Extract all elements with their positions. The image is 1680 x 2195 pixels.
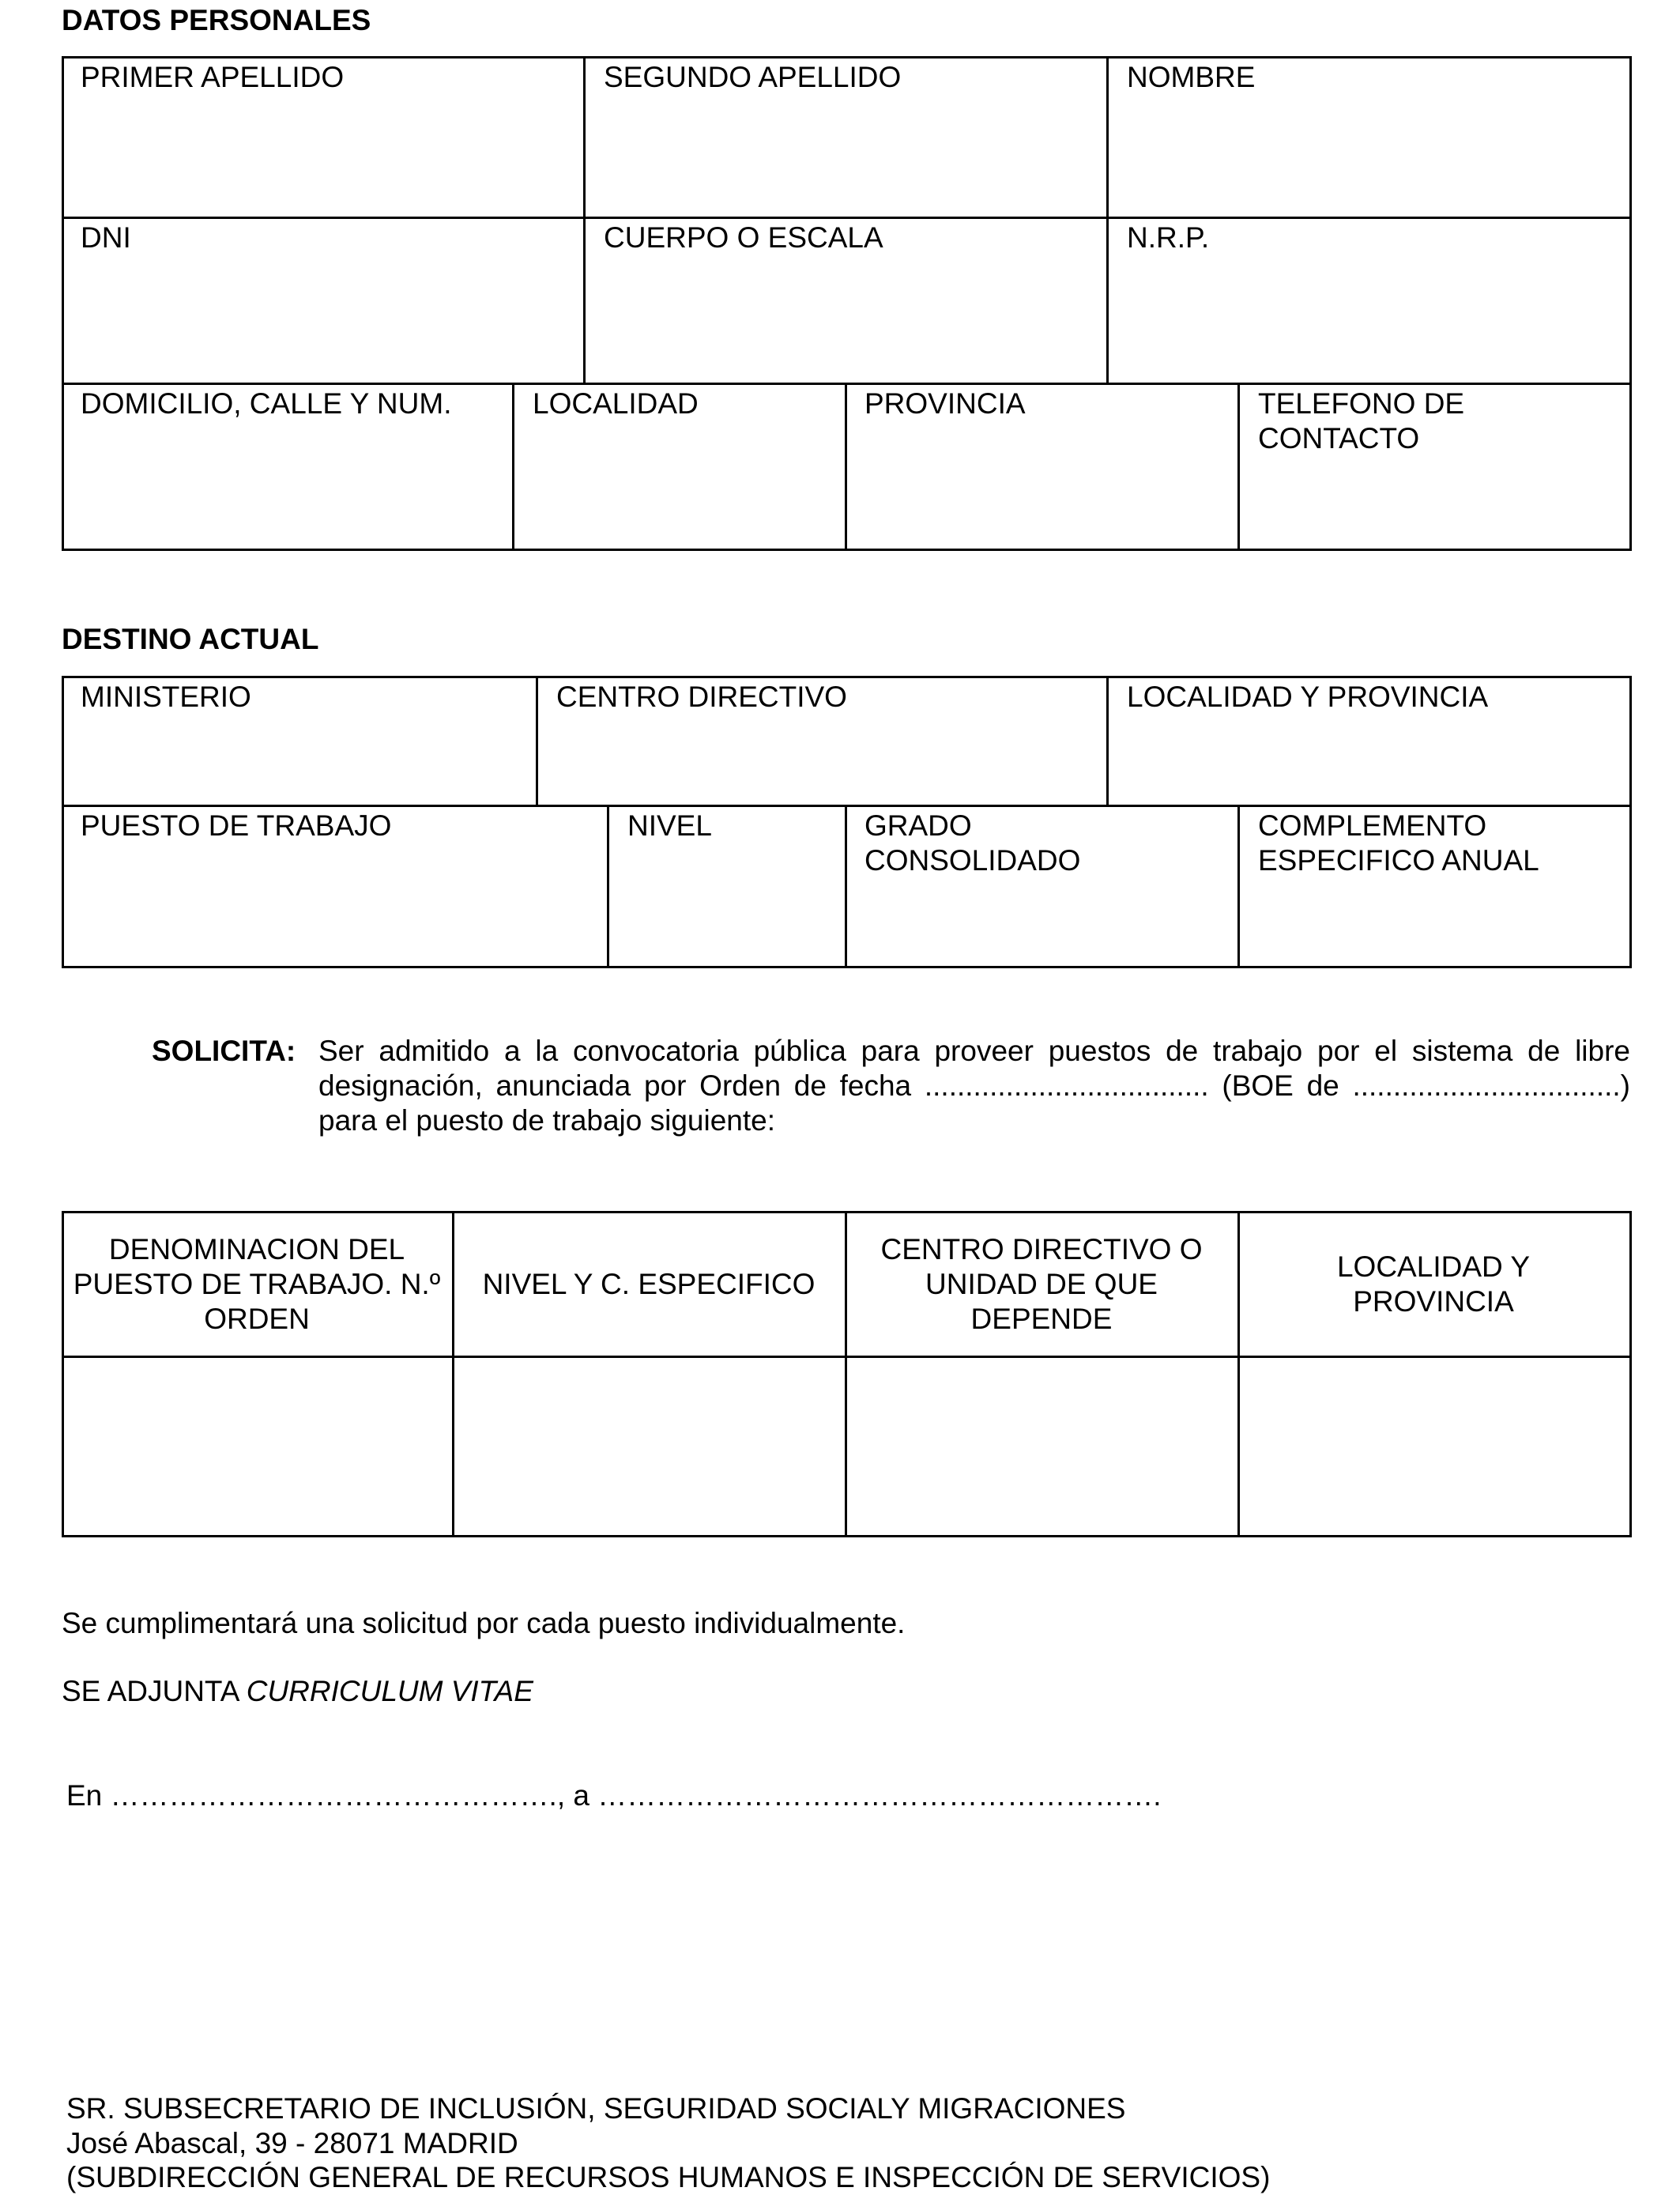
segundo-apellido-field[interactable]: SEGUNDO APELLIDO xyxy=(604,61,902,93)
domicilio-field[interactable]: DOMICILIO, CALLE Y NUM. xyxy=(81,387,452,420)
col-divider xyxy=(1106,676,1109,807)
col-divider xyxy=(607,805,609,968)
input-centro-directivo[interactable] xyxy=(847,1358,1237,1535)
header-centro-directivo: CENTRO DIRECTIVO O UNIDAD DE QUE DEPENDE xyxy=(880,1233,1203,1335)
grado-consolidado-field[interactable]: GRADO CONSOLIDADO xyxy=(864,809,1081,877)
solicita-label: SOLICITA: xyxy=(152,1035,296,1067)
ministerio-field[interactable]: MINISTERIO xyxy=(81,681,251,713)
input-localidad-provincia[interactable] xyxy=(1240,1358,1629,1535)
solicita-text: Ser admitido a la convocatoria pública para proveer puestos de trabajo por el sistema de libre designación, anunciada por Orden de fecha ................................... (BOE de .................................) para el puesto de trabajo siguiente: xyxy=(318,1035,1630,1137)
header-nivel: NIVEL Y C. ESPECIFICO xyxy=(482,1268,816,1300)
col-divider xyxy=(583,56,586,385)
col-divider xyxy=(536,676,538,807)
telefono-contacto-field[interactable]: TELEFONO DE CONTACTO xyxy=(1258,387,1465,454)
note-adjunta xyxy=(62,1674,533,1709)
localidad-field[interactable]: LOCALIDAD xyxy=(533,387,699,420)
nombre-field[interactable]: NOMBRE xyxy=(1127,61,1256,93)
input-nivel[interactable] xyxy=(454,1358,845,1535)
header-localidad-provincia: LOCALIDAD Y PROVINCIA xyxy=(1336,1250,1531,1318)
place-date-line[interactable]: En ………………………………………., a …………………………………………………. xyxy=(66,1779,1162,1812)
col-divider xyxy=(845,383,847,551)
address-line-1: SR. SUBSECRETARIO DE INCLUSIÓN, SEGURIDAD SOCIALY MIGRACIONES xyxy=(66,2092,1126,2125)
col-divider xyxy=(1237,383,1240,551)
input-denominacion[interactable] xyxy=(64,1358,452,1535)
nrp-field[interactable]: N.R.P. xyxy=(1127,221,1210,254)
localidad-provincia-field[interactable]: LOCALIDAD Y PROVINCIA xyxy=(1127,681,1489,713)
primer-apellido-field[interactable]: PRIMER APELLIDO xyxy=(81,61,345,93)
provincia-field[interactable]: PROVINCIA xyxy=(864,387,1026,420)
address-line-3: (SUBDIRECCIÓN GENERAL DE RECURSOS HUMANOS E INSPECCIÓN DE SERVICIOS) xyxy=(66,2161,1271,2193)
nivel-field[interactable]: NIVEL xyxy=(627,809,712,842)
note-one-per-post: Se cumplimentará una solicitud por cada puesto individualmente. xyxy=(62,1607,906,1639)
row-divider xyxy=(62,217,1632,219)
header-denominacion: DENOMINACION DEL PUESTO DE TRABAJO. N.º ORDEN xyxy=(73,1233,441,1335)
adjunta-prefix: SE ADJUNTA xyxy=(62,1675,247,1707)
col-divider xyxy=(845,805,847,968)
complemento-especifico-field[interactable]: COMPLEMENTO ESPECIFICO ANUAL xyxy=(1258,809,1539,877)
section-heading-datos-personales: DATOS PERSONALES xyxy=(62,4,371,36)
puesto-trabajo-field[interactable]: PUESTO DE TRABAJO xyxy=(81,809,392,842)
cuerpo-escala-field[interactable]: CUERPO O ESCALA xyxy=(604,221,883,254)
col-divider xyxy=(1106,56,1109,385)
section-heading-destino-actual: DESTINO ACTUAL xyxy=(62,623,319,655)
address-line-2: José Abascal, 39 - 28071 MADRID xyxy=(66,2127,518,2159)
dni-field[interactable]: DNI xyxy=(81,221,131,254)
adjunta-curriculum: CURRICULUM VITAE xyxy=(246,1675,533,1707)
col-divider xyxy=(512,383,514,551)
col-divider xyxy=(1237,805,1240,968)
centro-directivo-field[interactable]: CENTRO DIRECTIVO xyxy=(556,681,847,713)
